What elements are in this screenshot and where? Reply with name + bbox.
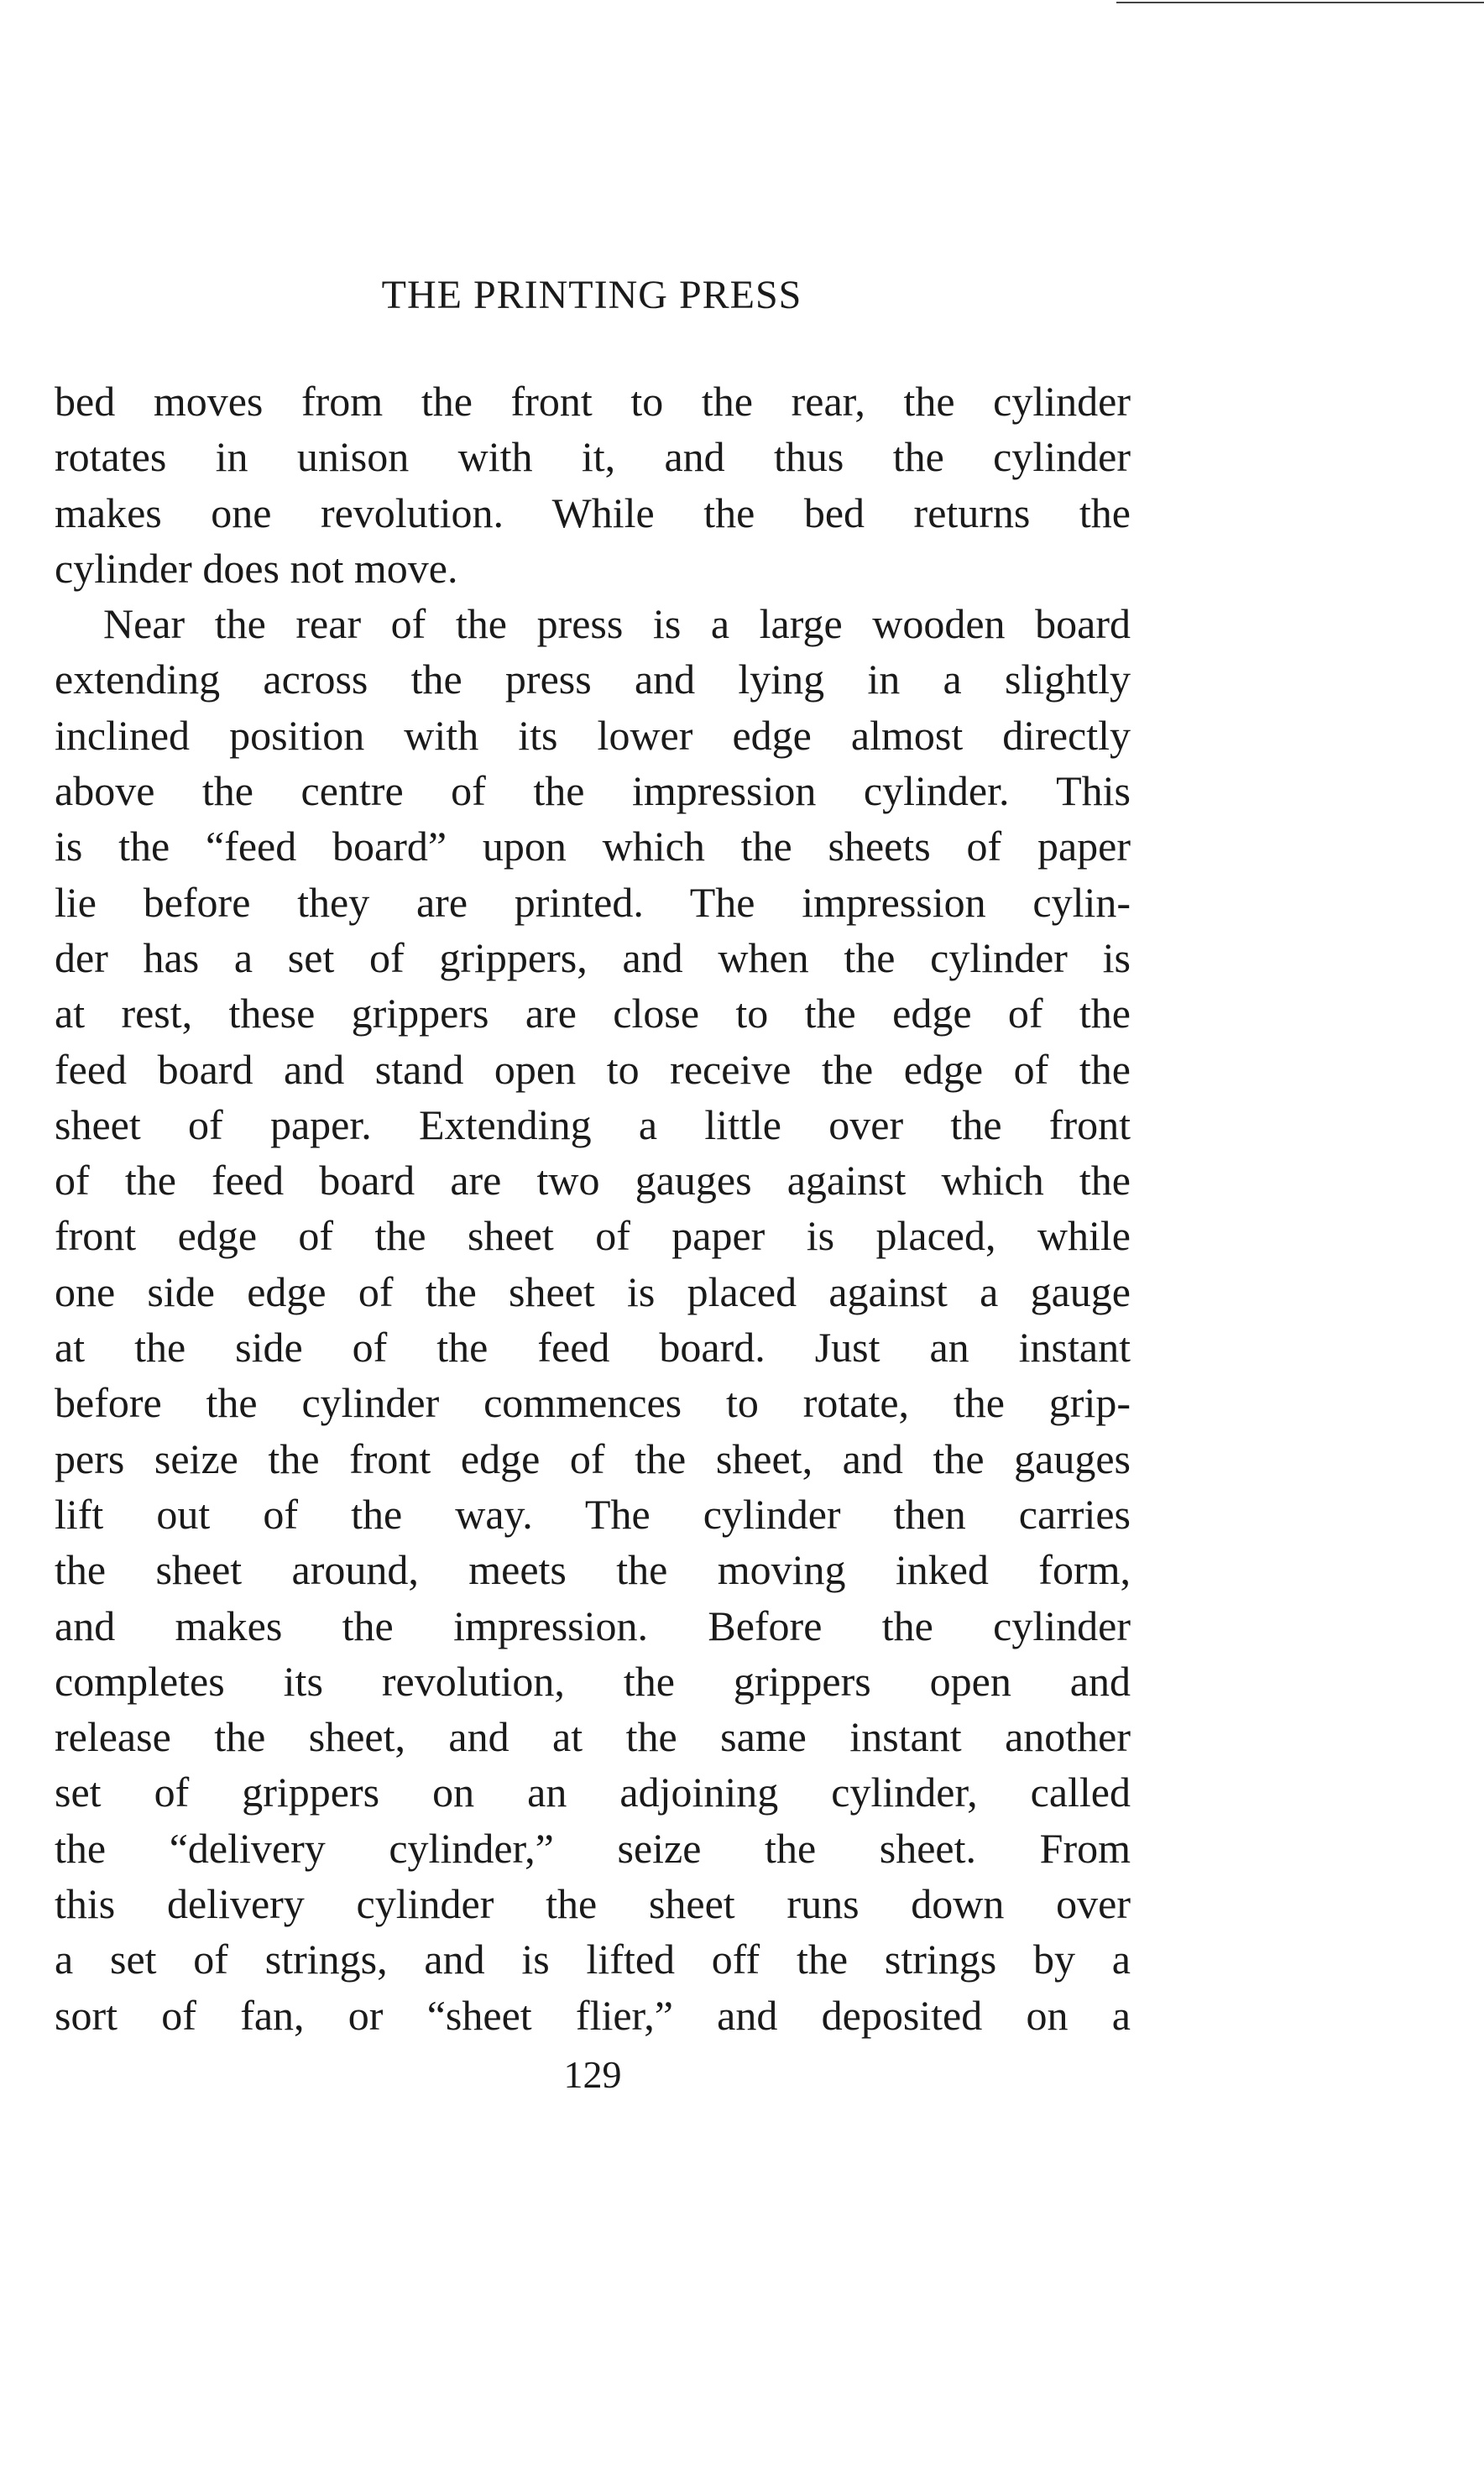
text-line: Near the rear of the press is a large wooden board <box>103 600 1131 648</box>
text-line: pers seize the front edge of the sheet, and the gauges <box>55 1434 1131 1482</box>
text-line: der has a set of grippers, and when the cylinder is <box>55 933 1131 981</box>
text-line: lie before they are printed. The impression cylin- <box>55 878 1131 926</box>
text-line: above the centre of the impression cylinder. This <box>55 767 1131 815</box>
text-line: sort of fan, or “sheet flier,” and deposited on a <box>55 1991 1131 2039</box>
text-line: at the side of the feed board. Just an instant <box>55 1324 1131 1372</box>
top-edge-rule <box>1116 2 1484 3</box>
text-line: makes one revolution. While the bed returns the <box>55 489 1131 536</box>
text-line: the sheet around, meets the moving inked form, <box>55 1546 1131 1594</box>
text-line: at rest, these grippers are close to the edge of the <box>55 990 1131 1037</box>
running-head: THE PRINTING PRESS <box>381 273 802 317</box>
text-line: and makes the impression. Before the cylinder <box>55 1602 1131 1649</box>
text-line: lift out of the way. The cylinder then carries <box>55 1490 1131 1538</box>
text-line: a set of strings, and is lifted off the strings by a <box>55 1936 1131 1983</box>
text-line: one side edge of the sheet is placed against a gauge <box>55 1267 1131 1315</box>
text-line: the “delivery cylinder,” seize the sheet. From <box>55 1824 1131 1872</box>
text-line: this delivery cylinder the sheet runs down over <box>55 1880 1131 1928</box>
text-line: is the “feed board” upon which the sheets of paper <box>55 823 1131 870</box>
text-line: cylinder does not move. <box>55 544 458 592</box>
text-line: feed board and stand open to receive the edge of the <box>55 1045 1131 1093</box>
text-line: set of grippers on an adjoining cylinder, called <box>55 1769 1131 1816</box>
text-line: release the sheet, and at the same instant another <box>55 1713 1131 1761</box>
text-line: inclined position with its lower edge almost directly <box>55 711 1131 759</box>
text-line: extending across the press and lying in a slightly <box>55 656 1131 703</box>
text-line: sheet of paper. Extending a little over the front <box>55 1100 1131 1148</box>
text-line: bed moves from the front to the rear, the cylinder <box>55 378 1131 425</box>
text-line: completes its revolution, the grippers open and <box>55 1657 1131 1705</box>
text-line: before the cylinder commences to rotate, the grip- <box>55 1379 1131 1427</box>
text-line: rotates in unison with it, and thus the cylinder <box>55 433 1131 481</box>
text-line: of the feed board are two gauges against which the <box>55 1157 1131 1205</box>
text-line: front edge of the sheet of paper is placed, while <box>55 1212 1131 1260</box>
page-number: 129 <box>563 2053 622 2096</box>
body-text <box>55 374 1131 2043</box>
